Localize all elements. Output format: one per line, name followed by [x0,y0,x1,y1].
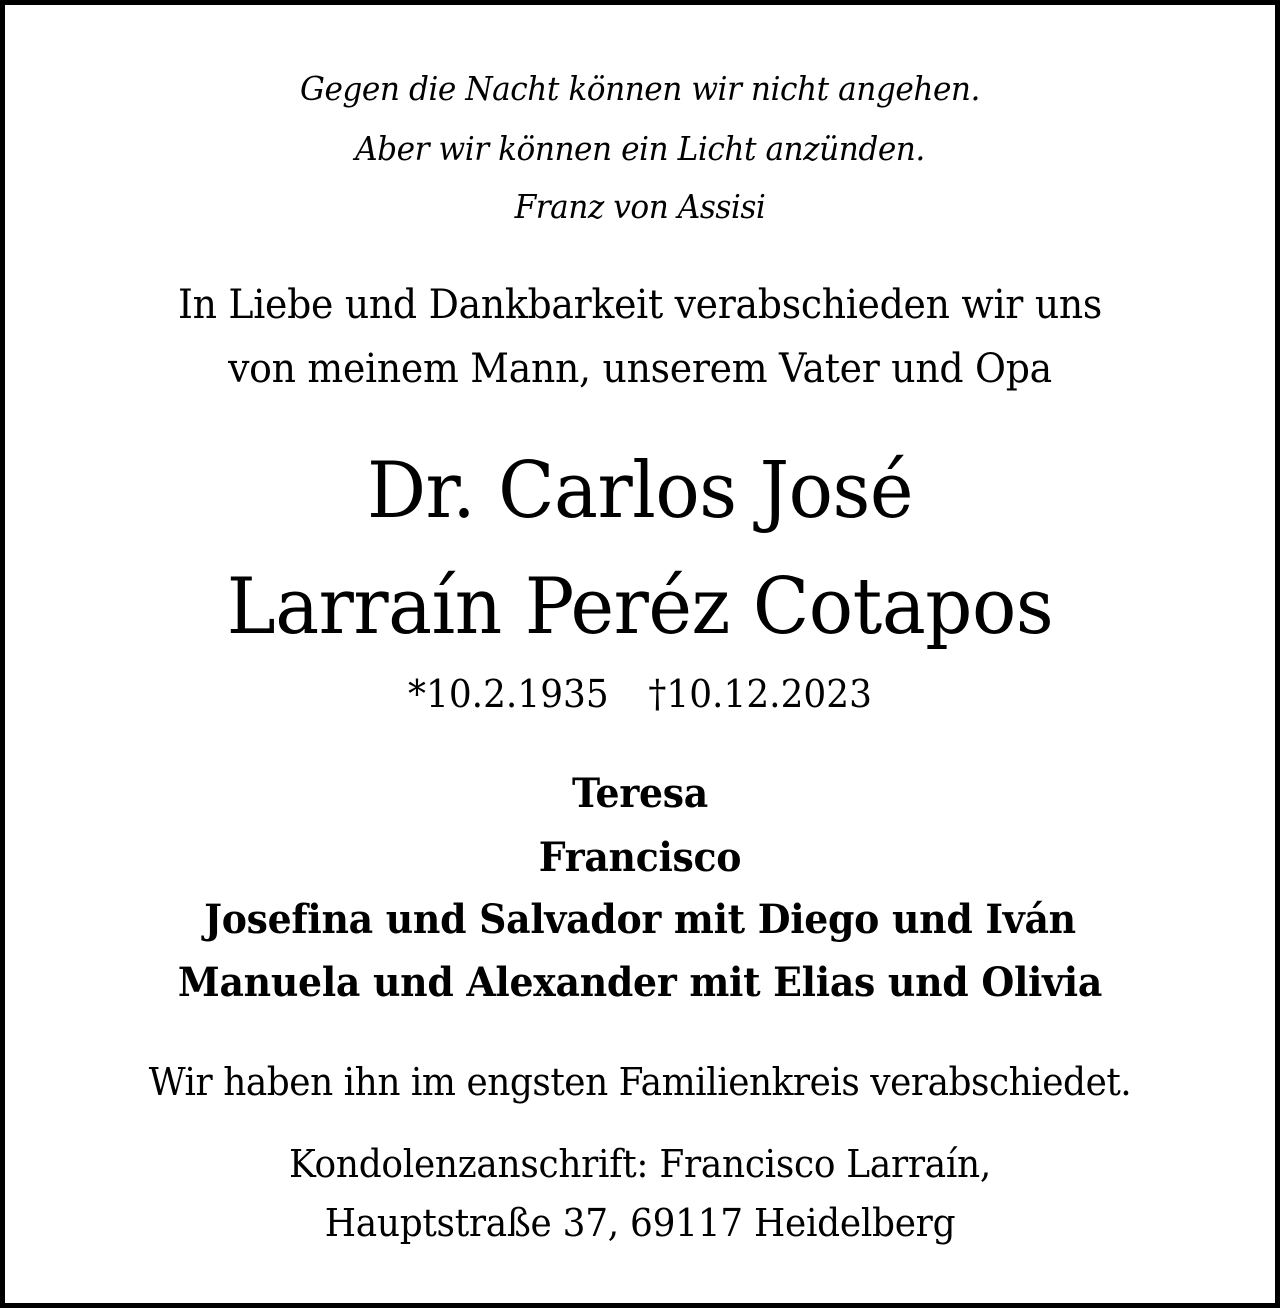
family-member: Teresa [572,770,708,817]
deceased-name-line-1: Dr. Carlos José [366,446,914,536]
family-member: Francisco [538,834,742,881]
family-member: Josefina und Salvador mit Diego und Iván [204,896,1076,943]
family-member: Manuela und Alexander mit Elias und Olivia [177,959,1103,1006]
deceased-name-line-2: Larraín Peréz Cotapos [226,562,1054,652]
condolence-address-line-1: Kondolenzanschrift: Francisco Larraín, [288,1142,992,1186]
quote-line-2: Aber wir können ein Licht anzünden. [355,129,925,168]
quote-line-1: Gegen die Nacht können wir nicht angehen. [300,69,980,108]
intro-line-1: In Liebe und Dankbarkeit verabschieden wir uns [177,282,1103,328]
farewell-note: Wir haben ihn im engsten Familienkreis verabschiedet. [148,1060,1132,1104]
intro-line-2: von meinem Mann, unserem Vater und Opa [228,346,1052,392]
life-dates [40,672,1240,716]
quote-author: Franz von Assisi [514,187,766,226]
death-date: †10.12.2023 [648,672,872,716]
birth-date: *10.2.1935 [408,672,609,716]
condolence-address-line-2: Hauptstraße 37, 69117 Heidelberg [324,1201,956,1245]
